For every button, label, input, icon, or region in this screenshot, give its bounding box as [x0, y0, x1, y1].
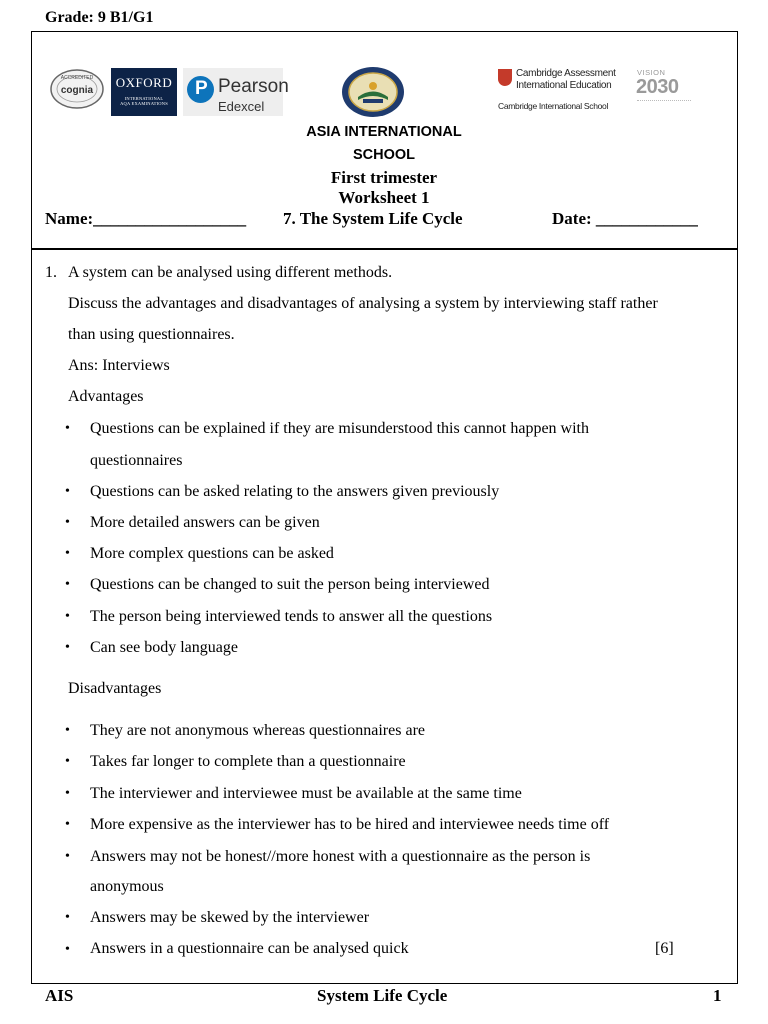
school-seal-logo: [340, 66, 406, 118]
bullet-icon: •: [65, 786, 70, 801]
cognia-name-text: cognia: [60, 85, 94, 96]
term-label: First trimester: [330, 168, 438, 187]
advantages-heading: Advantages: [68, 388, 144, 405]
bullet-icon: •: [65, 609, 70, 624]
cambridge-line1: Cambridge Assessment: [516, 68, 616, 79]
disadvantages-heading: Disadvantages: [68, 680, 162, 697]
bullet-icon: •: [65, 421, 70, 436]
advantage-item: Questions can be changed to suit the person being interviewed: [90, 576, 490, 593]
pearson-p-icon: [187, 76, 214, 103]
vision-2030-logo: [636, 67, 696, 109]
bullet-icon: •: [65, 723, 70, 738]
bullet-icon: •: [65, 640, 70, 655]
worksheet-title: 7. The System Life Cycle: [283, 209, 463, 228]
school-name-line1: ASIA INTERNATIONAL: [306, 124, 462, 140]
pearson-name: Pearson: [218, 76, 289, 97]
question-line-3: than using questionnaires.: [68, 326, 235, 343]
cambridge-line3: Cambridge International School: [498, 101, 609, 111]
bullet-icon: •: [65, 484, 70, 499]
disadvantage-item: They are not anonymous whereas questionnaires are: [90, 722, 425, 739]
cognia-accredited-text: ACCREDITED: [60, 75, 94, 81]
marks-label: [6]: [655, 940, 674, 957]
oxford-sub2: AQA EXAMINATIONS: [120, 101, 168, 106]
bullet-icon: •: [65, 910, 70, 925]
pearson-sub: Edexcel: [218, 99, 265, 114]
advantage-item: The person being interviewed tends to answer all the questions: [90, 608, 493, 625]
disadvantage-item: Answers may not be honest//more honest with a questionnaire as the person is: [90, 848, 591, 865]
school-name: [274, 121, 494, 167]
oxford-name: OXFORD: [115, 75, 173, 90]
disadvantage-item: Answers in a questionnaire can be analysed quick: [90, 940, 409, 957]
pearson-p-letter: P: [195, 78, 208, 99]
worksheet-label: Worksheet 1: [338, 188, 430, 207]
advantage-item: More complex questions can be asked: [90, 545, 334, 562]
bullet-icon: •: [65, 546, 70, 561]
disadvantage-item: More expensive as the interviewer has to be hired and interviewee needs time off: [90, 816, 610, 833]
oxford-sub1: INTERNATIONAL: [124, 96, 164, 101]
cambridge-logo: [498, 68, 628, 116]
bullet-icon: •: [65, 577, 70, 592]
question-line-1: A system can be analysed using different methods.: [68, 264, 393, 281]
cambridge-line2: International Education: [516, 80, 612, 91]
advantage-item: Questions can be asked relating to the answers given previously: [90, 483, 500, 500]
vision-divider: [637, 100, 691, 105]
date-field: Date: ____________: [552, 209, 698, 228]
bullet-icon: •: [65, 515, 70, 530]
disadvantage-item: The interviewer and interviewee must be available at the same time: [90, 785, 522, 802]
disadvantage-item: Takes far longer to complete than a questionnaire: [90, 753, 406, 770]
grade-label: Grade: 9 B1/G1: [45, 9, 154, 26]
header-divider: [31, 248, 738, 250]
cognia-logo: [49, 68, 105, 110]
bullet-icon: •: [65, 849, 70, 864]
vision-top: VISION: [637, 68, 666, 77]
cambridge-shield-icon: [498, 69, 512, 86]
bullet-icon: •: [65, 817, 70, 832]
footer-school: AIS: [45, 986, 74, 1005]
advantage-item: Can see body language: [90, 639, 238, 656]
footer-title: System Life Cycle: [317, 986, 448, 1005]
bullet-icon: •: [65, 754, 70, 769]
pearson-edexcel-logo: [183, 68, 289, 116]
oxford-aqa-logo: [111, 68, 177, 116]
vision-year: 2030: [636, 76, 679, 98]
disadvantage-item-continuation: anonymous: [90, 878, 164, 895]
school-name-line2: SCHOOL: [352, 147, 416, 163]
advantage-item-continuation: questionnaires: [90, 452, 183, 469]
answer-label: Ans: Interviews: [68, 357, 170, 374]
bullet-icon: •: [65, 942, 70, 957]
question-line-2: Discuss the advantages and disadvantages of analysing a system by interviewing staff rather: [68, 295, 658, 312]
question-number: 1.: [45, 264, 57, 281]
disadvantage-item: Answers may be skewed by the interviewer: [90, 909, 370, 926]
name-field: Name:__________________: [45, 209, 247, 228]
footer-page-number: 1: [713, 986, 722, 1005]
advantage-item: Questions can be explained if they are misunderstood this cannot happen with: [90, 420, 589, 437]
advantage-item: More detailed answers can be given: [90, 514, 320, 531]
